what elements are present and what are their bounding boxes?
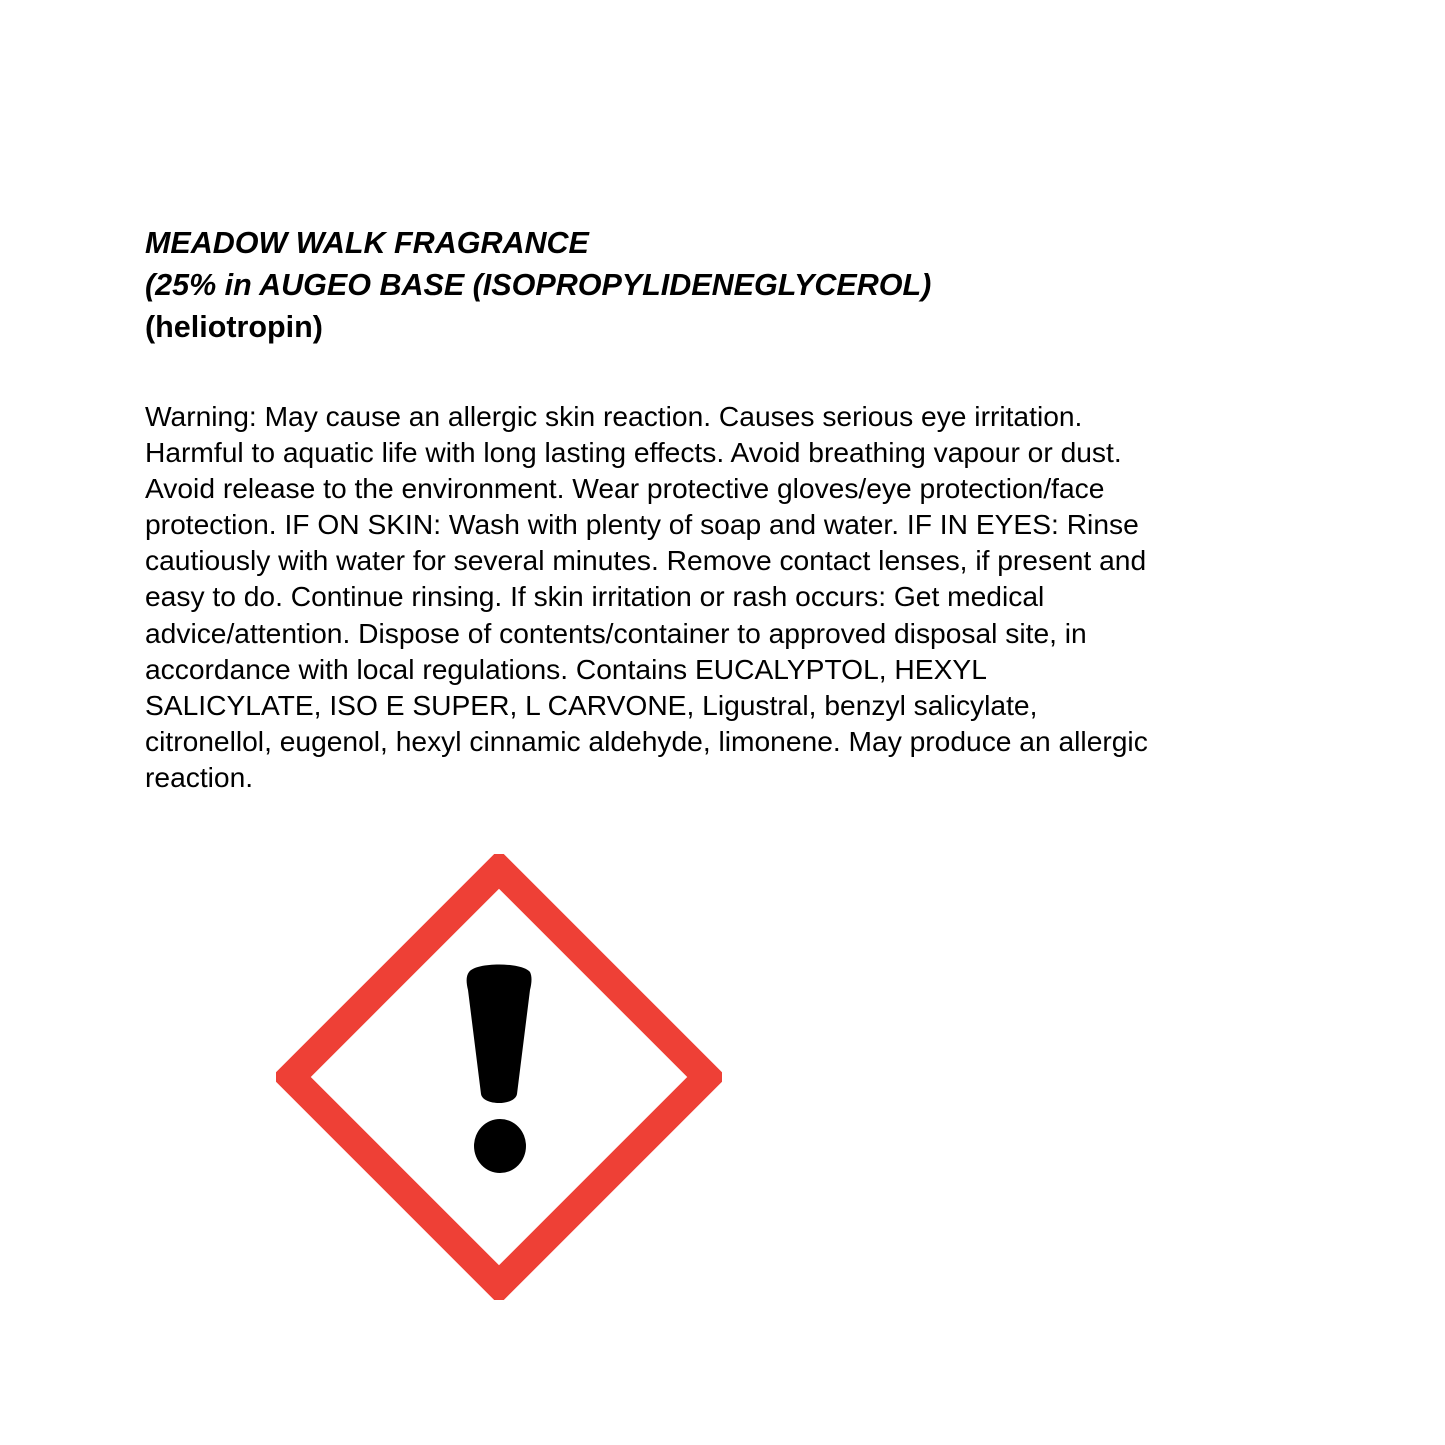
product-name: MEADOW WALK FRAGRANCE — [145, 226, 589, 260]
allergen-note: (heliotropin) — [145, 310, 323, 344]
exclamation-dot — [474, 1119, 526, 1173]
ghs-exclamation-mark-icon — [276, 854, 722, 1300]
hazard-statement: Warning: May cause an allergic skin reaction. Causes serious eye irritation. Harmful to aquatic life with long lasting effects. Avoid breathing vapour or dust. Avoid release to the environment. Wear protective gloves/eye protection/face protection. IF ON SKIN: Wash with plenty of soap and water. IF IN EYES: Rinse cautiously with water for several minutes. Remove contact lenses, if present and easy to do. Continue rinsing. If skin irritation or rash occurs: Get medical advice/attention. Dispose of contents/container to approved disposal site, in accordance with local regulations. Contains EUCALYPTOL, HEXYL SALICYLATE, ISO E SUPER, L CARVONE, Ligustral, benzyl salicylate, citronellol, eugenol, hexyl cinnamic aldehyde, limonene. May produce an allergic reaction. — [145, 400, 1148, 793]
dilution-info: (25% in AUGEO BASE (ISOPROPYLIDENEGLYCEROL) — [145, 268, 932, 302]
hazard-label — [145, 222, 1155, 795]
